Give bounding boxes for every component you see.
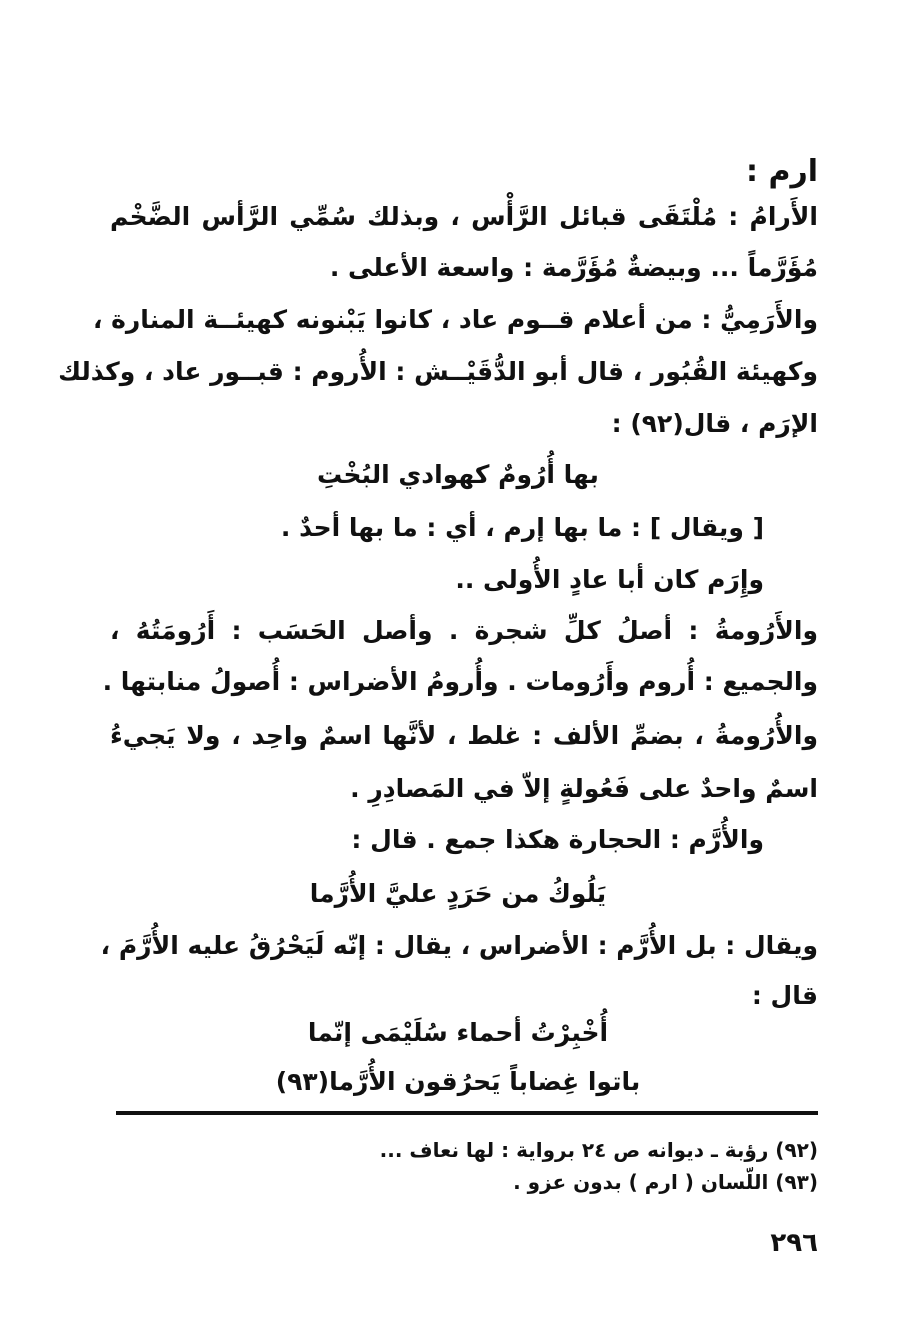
body-line: والأُرَّم : الحجارة هكذا جمع . قال : bbox=[351, 825, 764, 854]
body-line: الأَرامُ : مُلْتَقَى قبائل الرَّأْس ، وبذلك سُمِّي الرَّأس الضَّخْم bbox=[110, 202, 818, 231]
body-line: والأَرَمِيُّ : من أعلام قــوم عاد ، كانوا يَبْنونه كهيئــة المنارة ، bbox=[92, 305, 818, 334]
body-line: الإرَم ، قال(٩٢) : bbox=[611, 409, 818, 438]
footnote: (٩٢) رؤبة ـ ديوانه ص ٢٤ برواية : لها نعاف ... bbox=[379, 1138, 818, 1162]
body-line: وإِرَم كان أبا عادٍ الأُولى .. bbox=[455, 565, 764, 594]
body-line: ويقال : بل الأُرَّم : الأضراس ، يقال : إنّه لَيَحْرُقُ عليه الأُرَّمَ ، bbox=[100, 931, 818, 960]
verse-line: بها أُرُومٌ كهوادي البُخْتِ bbox=[317, 460, 599, 489]
entry-heading: ارم : bbox=[746, 154, 818, 189]
body-line: [ ويقال ] : ما بها إرم ، أي : ما بها أحدٌ . bbox=[280, 513, 764, 542]
verse-line: باتوا غِضاباً يَحرُقون الأُرَّما(٩٣) bbox=[275, 1067, 641, 1096]
body-line: والأُرُومةُ ، بضمِّ الألف : غلط ، لأنَّها اسمٌ واحِد ، ولا يَجيءُ bbox=[110, 721, 818, 750]
footnote-divider bbox=[116, 1111, 818, 1115]
body-line: وكهيئة القُبُور ، قال أبو الدُّقَيْــش : الأُروم : قبــور عاد ، وكذلك bbox=[58, 357, 818, 386]
body-line: مُؤَرَّماً ... وبيضةٌ مُؤَرَّمة : واسعة الأعلى . bbox=[329, 253, 818, 282]
verse-line: يَلُوكُ من حَرَدٍ عليَّ الأُرَّما bbox=[309, 879, 607, 908]
body-line: والجميع : أُروم وأَرُومات . وأُرومُ الأضراس : أُصولُ منابتها . bbox=[102, 667, 818, 696]
page-number: ٢٩٦ bbox=[770, 1228, 818, 1258]
footnote: (٩٣) اللّسان ( ارم ) بدون عزو . bbox=[513, 1170, 818, 1194]
verse-line: أُخْبِرْتُ أحماء سُلَيْمَى إنّما bbox=[307, 1018, 609, 1047]
body-line: والأَرُومةُ : أصلُ كلِّ شجرة . وأصل الحَسَب : أَرُومَتُهُ ، bbox=[110, 616, 818, 645]
body-line: اسمٌ واحدٌ على فَعُولةٍ إلاّ في المَصادِرِ . bbox=[350, 774, 818, 803]
body-line: قال : bbox=[751, 981, 818, 1010]
